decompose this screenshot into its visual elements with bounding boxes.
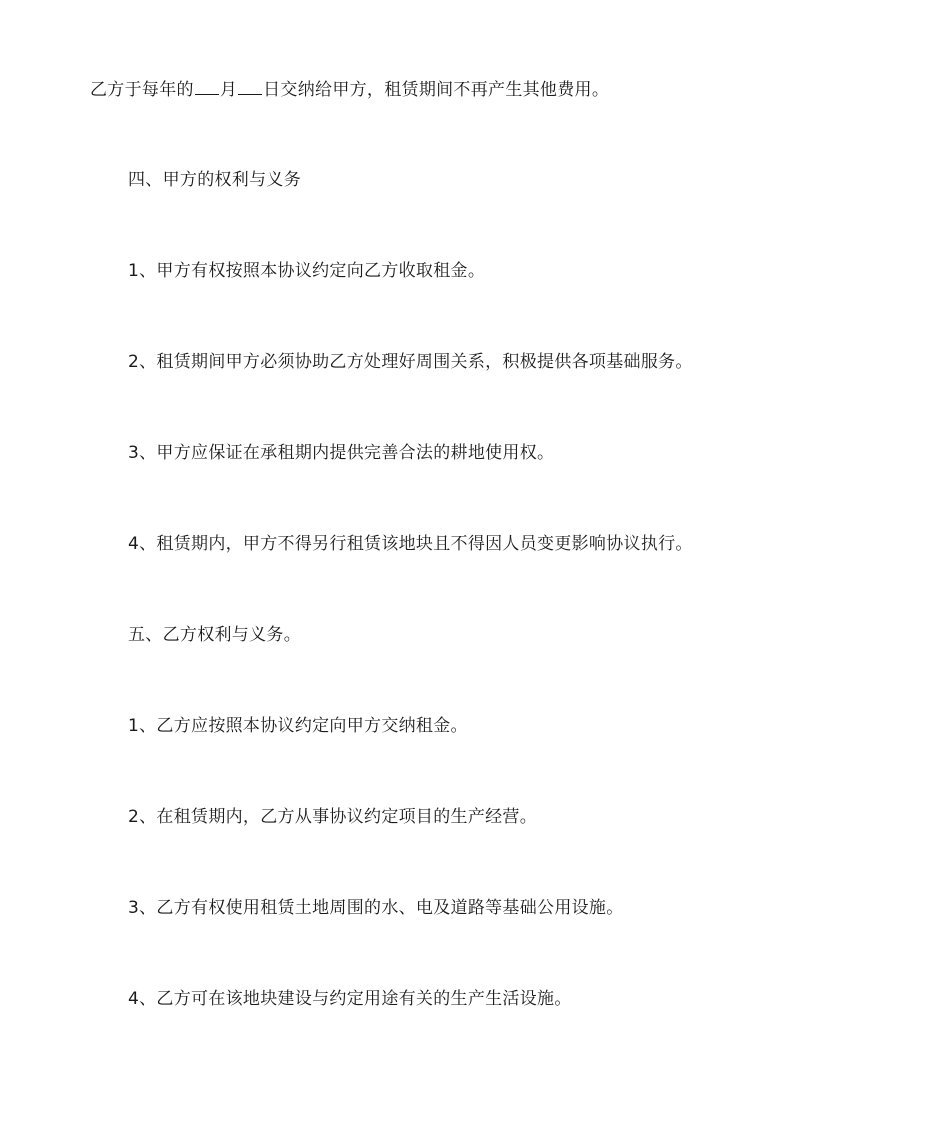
rent-line-part1: 乙方于每年的: [90, 80, 194, 100]
section4-heading: 四、甲方的权利与义务: [128, 170, 301, 190]
section4-item-4: 4、租赁期内，甲方不得另行租赁该地块且不得因人员变更影响协议执行。: [128, 534, 693, 554]
section4-item-1: 1、甲方有权按照本协议约定向乙方收取租金。: [128, 261, 486, 281]
rent-payment-date-line: [90, 78, 609, 101]
rent-line-part2: 月: [219, 80, 238, 100]
section5-item-2: 2、在租赁期内，乙方从事协议约定项目的生产经营。: [128, 807, 538, 827]
section5-item-4: 4、乙方可在该地块建设与约定用途有关的生产生活设施。: [128, 989, 572, 1009]
section5-heading: 五、乙方权利与义务。: [128, 625, 301, 645]
month-blank: [195, 78, 219, 95]
rent-line-part3: 日交纳给甲方，租赁期间不再产生其他费用。: [263, 80, 610, 100]
day-blank: [238, 78, 262, 95]
section5-item-1: 1、乙方应按照本协议约定向甲方交纳租金。: [128, 716, 468, 736]
section4-item-2: 2、租赁期间甲方必须协助乙方处理好周围关系，积极提供各项基础服务。: [128, 352, 693, 372]
section5-item-3: 3、乙方有权使用租赁土地周围的水、电及道路等基础公用设施。: [128, 898, 624, 918]
section4-item-3: 3、甲方应保证在承租期内提供完善合法的耕地使用权。: [128, 443, 555, 463]
